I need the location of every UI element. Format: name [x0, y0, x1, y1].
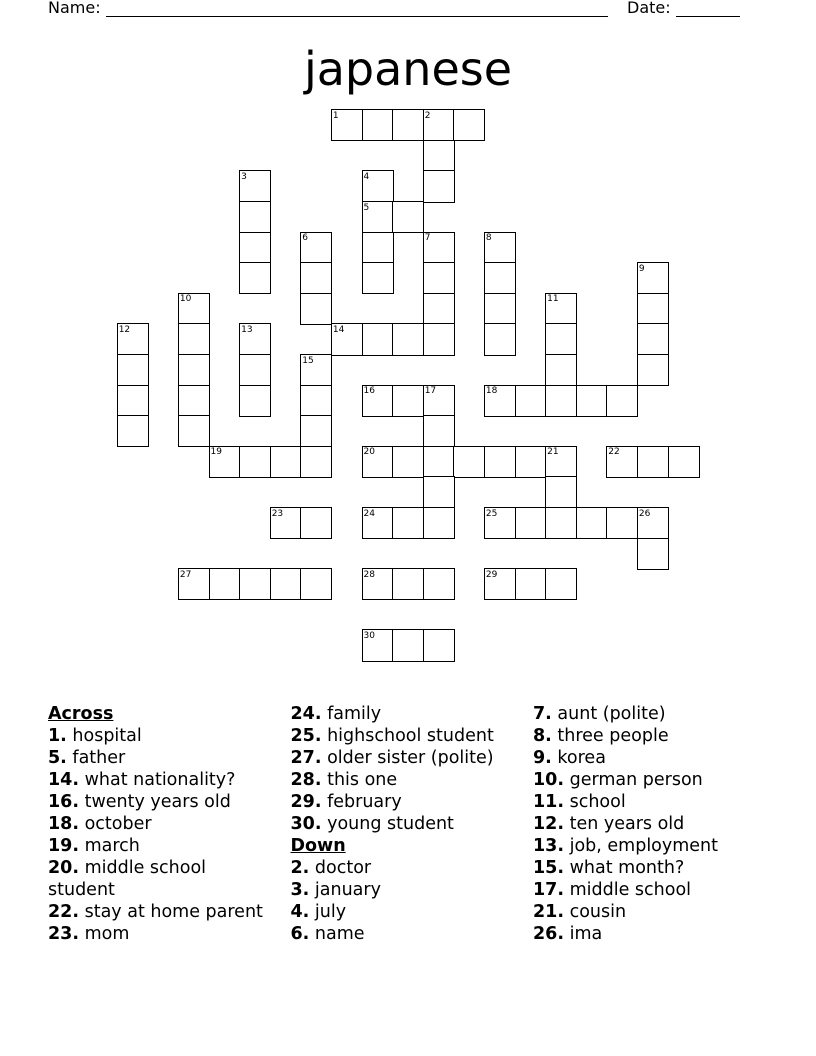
clue-text: ten years old: [569, 814, 685, 834]
crossword-cell: [545, 507, 577, 539]
crossword-cell: [270, 446, 302, 478]
clue-across-25: [291, 725, 513, 747]
clue-text: february: [327, 792, 402, 812]
clue-number: 5.: [48, 748, 67, 768]
cell-number: 15: [302, 355, 314, 366]
crossword-cell: [362, 507, 394, 539]
crossword-cell: [331, 323, 363, 355]
crossword-grid: [118, 110, 699, 661]
cell-number: 29: [485, 569, 498, 580]
clue-text: family: [327, 704, 382, 724]
clue-number: 7.: [533, 704, 552, 724]
clue-across-5: [48, 747, 270, 769]
crossword-cell: [423, 385, 455, 417]
cell-number: 5: [363, 202, 370, 213]
cell-number: 25: [485, 508, 498, 519]
clue-list: [48, 703, 755, 946]
clue-number: 3.: [290, 880, 310, 900]
clue-down-4: [291, 901, 513, 923]
clue-across-29: [291, 791, 513, 813]
crossword-cell: [392, 385, 424, 417]
clue-text: mom: [84, 924, 130, 944]
cell-number: 20: [363, 447, 375, 458]
cell-number: 24: [363, 508, 375, 519]
crossword-cell: [392, 629, 424, 661]
crossword-cell: [392, 507, 424, 539]
clue-text: middle school student: [48, 858, 207, 900]
crossword-cell: [239, 201, 271, 233]
crossword-cell: [239, 262, 271, 294]
crossword-cell: [545, 293, 577, 325]
clue-number: 28.: [290, 770, 322, 790]
crossword-cell: [209, 446, 241, 478]
clue-down-3: [291, 879, 513, 901]
clue-text: what nationality?: [84, 770, 236, 790]
crossword-cell: [637, 446, 669, 478]
clue-text: korea: [557, 748, 606, 768]
crossword-cell: [515, 446, 547, 478]
cell-number: 23: [271, 508, 284, 519]
clue-text: highschool student: [327, 726, 494, 746]
clue-number: 22.: [48, 902, 80, 922]
crossword-cell: [117, 385, 149, 417]
clue-number: 15.: [533, 858, 565, 878]
clue-text: twenty years old: [84, 792, 231, 812]
crossword-cell: [423, 170, 455, 202]
crossword-cell: [484, 232, 516, 264]
clue-text: doctor: [314, 858, 372, 878]
crossword-cell: [545, 323, 577, 355]
clue-number: 24.: [290, 704, 322, 724]
date-blank-line: [676, 16, 740, 17]
cell-number: 17: [424, 386, 437, 397]
crossword-cell: [300, 507, 332, 539]
clue-number: 9.: [533, 748, 552, 768]
cell-number: 13: [241, 324, 253, 335]
crossword-cell: [423, 262, 455, 294]
clue-number: 25.: [290, 726, 322, 746]
clue-number: 17.: [533, 880, 565, 900]
crossword-cell: [576, 507, 608, 539]
crossword-cell: [239, 568, 271, 600]
cell-number: 22: [608, 447, 620, 458]
clue-number: 14.: [48, 770, 80, 790]
cell-number: 28: [363, 569, 375, 580]
crossword-cell: [392, 109, 424, 141]
name-blank-line: [106, 16, 608, 17]
crossword-cell: [117, 415, 149, 447]
clue-number: 16.: [48, 792, 80, 812]
clue-number: 11.: [533, 792, 565, 812]
crossword-cell: [515, 568, 547, 600]
crossword-cell: [423, 140, 455, 172]
crossword-cell: [362, 232, 394, 264]
clue-across-16: [48, 791, 270, 813]
cell-number: 30: [363, 630, 375, 641]
crossword-cell: [300, 262, 332, 294]
crossword-cell: [362, 262, 394, 294]
crossword-cell: [423, 446, 455, 478]
crossword-cell: [300, 446, 332, 478]
cell-number: 4: [363, 171, 370, 182]
crossword-cell: [545, 446, 577, 478]
crossword-cell: [576, 385, 608, 417]
crossword-cell: [637, 293, 669, 325]
crossword-cell: [178, 354, 210, 386]
crossword-cell: [392, 446, 424, 478]
clue-text: father: [72, 748, 126, 768]
clue-across-1: [48, 725, 270, 747]
clue-text: name: [314, 924, 365, 944]
clue-across-30: [291, 813, 513, 835]
cell-number: 14: [332, 324, 345, 335]
crossword-cell: [270, 507, 302, 539]
clue-down-9: [533, 747, 755, 769]
cell-number: 27: [179, 569, 192, 580]
crossword-cell: [117, 323, 149, 355]
crossword-cell: [392, 568, 424, 600]
cell-number: 9: [638, 263, 645, 274]
crossword-cell: [239, 232, 271, 264]
clue-across-20: [48, 857, 270, 901]
crossword-cell: [423, 629, 455, 661]
clue-text: march: [84, 836, 140, 856]
crossword-cell: [239, 446, 271, 478]
clue-number: 19.: [48, 836, 80, 856]
clue-number: 2.: [290, 858, 310, 878]
clue-number: 18.: [48, 814, 80, 834]
crossword-cell: [515, 507, 547, 539]
clue-number: 10.: [533, 770, 565, 790]
crossword-cell: [178, 415, 210, 447]
clue-down-2: [291, 857, 513, 879]
clue-text: july: [314, 902, 347, 922]
crossword-cell: [117, 354, 149, 386]
clue-text: german person: [569, 770, 703, 790]
cell-number: 1: [332, 110, 339, 121]
cell-number: 26: [638, 508, 651, 519]
crossword-cell: [606, 446, 638, 478]
crossword-cell: [423, 507, 455, 539]
crossword-cell: [545, 568, 577, 600]
crossword-cell: [637, 262, 669, 294]
crossword-cell: [300, 354, 332, 386]
clue-number: 13.: [533, 836, 565, 856]
clue-number: 20.: [48, 858, 80, 878]
clue-across-24: [291, 703, 513, 725]
clue-down-21: [533, 901, 755, 923]
clue-number: 23.: [48, 924, 80, 944]
clue-across-19: [48, 835, 270, 857]
crossword-cell: [300, 385, 332, 417]
crossword-cell: [668, 446, 700, 478]
cell-number: 3: [241, 171, 247, 182]
clue-number: 26.: [533, 924, 565, 944]
crossword-cell: [423, 415, 455, 447]
clue-number: 30.: [290, 814, 322, 834]
clue-number: 8.: [533, 726, 552, 746]
cell-number: 11: [547, 294, 559, 305]
crossword-cell: [484, 507, 516, 539]
clue-text: older sister (polite): [327, 748, 494, 768]
crossword-cell: [484, 446, 516, 478]
crossword-cell: [300, 415, 332, 447]
crossword-cell: [362, 629, 394, 661]
crossword-cell: [239, 385, 271, 417]
crossword-cell: [178, 385, 210, 417]
crossword-cell: [637, 507, 669, 539]
crossword-cell: [178, 293, 210, 325]
clue-down-12: [533, 813, 755, 835]
clue-text: cousin: [569, 902, 627, 922]
clue-down-13: [533, 835, 755, 857]
clue-text: three people: [557, 726, 669, 746]
cell-number: 19: [210, 447, 222, 458]
crossword-cell: [637, 354, 669, 386]
crossword-cell: [239, 170, 271, 202]
clue-down-6: [291, 923, 513, 945]
crossword-cell: [453, 109, 485, 141]
cell-number: 2: [424, 110, 431, 121]
across-heading: Across: [48, 704, 114, 724]
crossword-cell: [239, 323, 271, 355]
clue-number: 12.: [533, 814, 565, 834]
clue-text: middle school: [569, 880, 692, 900]
crossword-cell: [423, 232, 455, 264]
crossword-cell: [362, 170, 394, 202]
crossword-cell: [331, 109, 363, 141]
date-label: Date:: [627, 0, 671, 17]
crossword-cell: [239, 354, 271, 386]
clue-number: 6.: [290, 924, 310, 944]
clue-text: october: [84, 814, 152, 834]
clue-down-17: [533, 879, 755, 901]
cell-number: 7: [424, 233, 431, 244]
crossword-cell: [484, 262, 516, 294]
crossword-cell: [209, 568, 241, 600]
clue-down-10: [533, 769, 755, 791]
clue-text: job, employment: [569, 836, 719, 856]
crossword-cell: [453, 446, 485, 478]
crossword-cell: [362, 568, 394, 600]
crossword-cell: [300, 232, 332, 264]
crossword-cell: [484, 385, 516, 417]
crossword-cell: [362, 201, 394, 233]
clue-across-22: [48, 901, 270, 923]
clue-text: young student: [327, 814, 454, 834]
crossword-cell: [423, 568, 455, 600]
clue-text: what month?: [569, 858, 685, 878]
crossword-cell: [545, 476, 577, 508]
clue-down-26: [533, 923, 755, 945]
clue-across-14: [48, 769, 270, 791]
cell-number: 21: [547, 447, 559, 458]
cell-number: 12: [118, 324, 131, 335]
clue-across-28: [291, 769, 513, 791]
clue-number: 27.: [290, 748, 322, 768]
crossword-cell: [637, 323, 669, 355]
crossword-cell: [423, 293, 455, 325]
clue-text: aunt (polite): [557, 704, 666, 724]
clue-down-15: [533, 857, 755, 879]
clue-number: 1.: [48, 726, 67, 746]
clue-across-18: [48, 813, 270, 835]
worksheet-title: japanese: [303, 42, 513, 96]
crossword-cell: [362, 446, 394, 478]
cell-number: 8: [485, 233, 492, 244]
crossword-cell: [362, 109, 394, 141]
crossword-cell: [545, 354, 577, 386]
clue-text: ima: [569, 924, 603, 944]
crossword-cell: [423, 323, 455, 355]
cell-number: 6: [302, 233, 309, 244]
crossword-cell: [423, 109, 455, 141]
cell-number: 10: [179, 294, 192, 305]
crossword-cell: [545, 385, 577, 417]
clue-across-27: [291, 747, 513, 769]
crossword-cell: [178, 323, 210, 355]
crossword-cell: [270, 568, 302, 600]
crossword-cell: [362, 385, 394, 417]
crossword-cell: [392, 323, 424, 355]
clue-text: school: [569, 792, 626, 812]
clue-down-8: [533, 725, 755, 747]
clue-text: january: [314, 880, 381, 900]
crossword-cell: [300, 568, 332, 600]
crossword-cell: [606, 385, 638, 417]
crossword-cell: [300, 293, 332, 325]
crossword-cell: [178, 568, 210, 600]
clue-down-11: [533, 791, 755, 813]
down-heading: Down: [290, 836, 346, 856]
clue-number: 29.: [290, 792, 322, 812]
name-label: Name:: [48, 0, 101, 17]
clue-text: hospital: [72, 726, 142, 746]
crossword-cell: [484, 323, 516, 355]
clue-across-23: [48, 923, 270, 945]
crossword-cell: [423, 476, 455, 508]
crossword-cell: [392, 201, 424, 233]
clue-text: this one: [327, 770, 398, 790]
clue-down-7: [533, 703, 755, 725]
crossword-cell: [484, 293, 516, 325]
crossword-cell: [362, 323, 394, 355]
clue-text: stay at home parent: [84, 902, 263, 922]
crossword-cell: [606, 507, 638, 539]
clue-number: 4.: [290, 902, 310, 922]
crossword-cell: [637, 538, 669, 570]
clue-number: 21.: [533, 902, 565, 922]
crossword-cell: [515, 385, 547, 417]
cell-number: 18: [485, 386, 498, 397]
cell-number: 16: [363, 386, 375, 397]
crossword-cell: [484, 568, 516, 600]
